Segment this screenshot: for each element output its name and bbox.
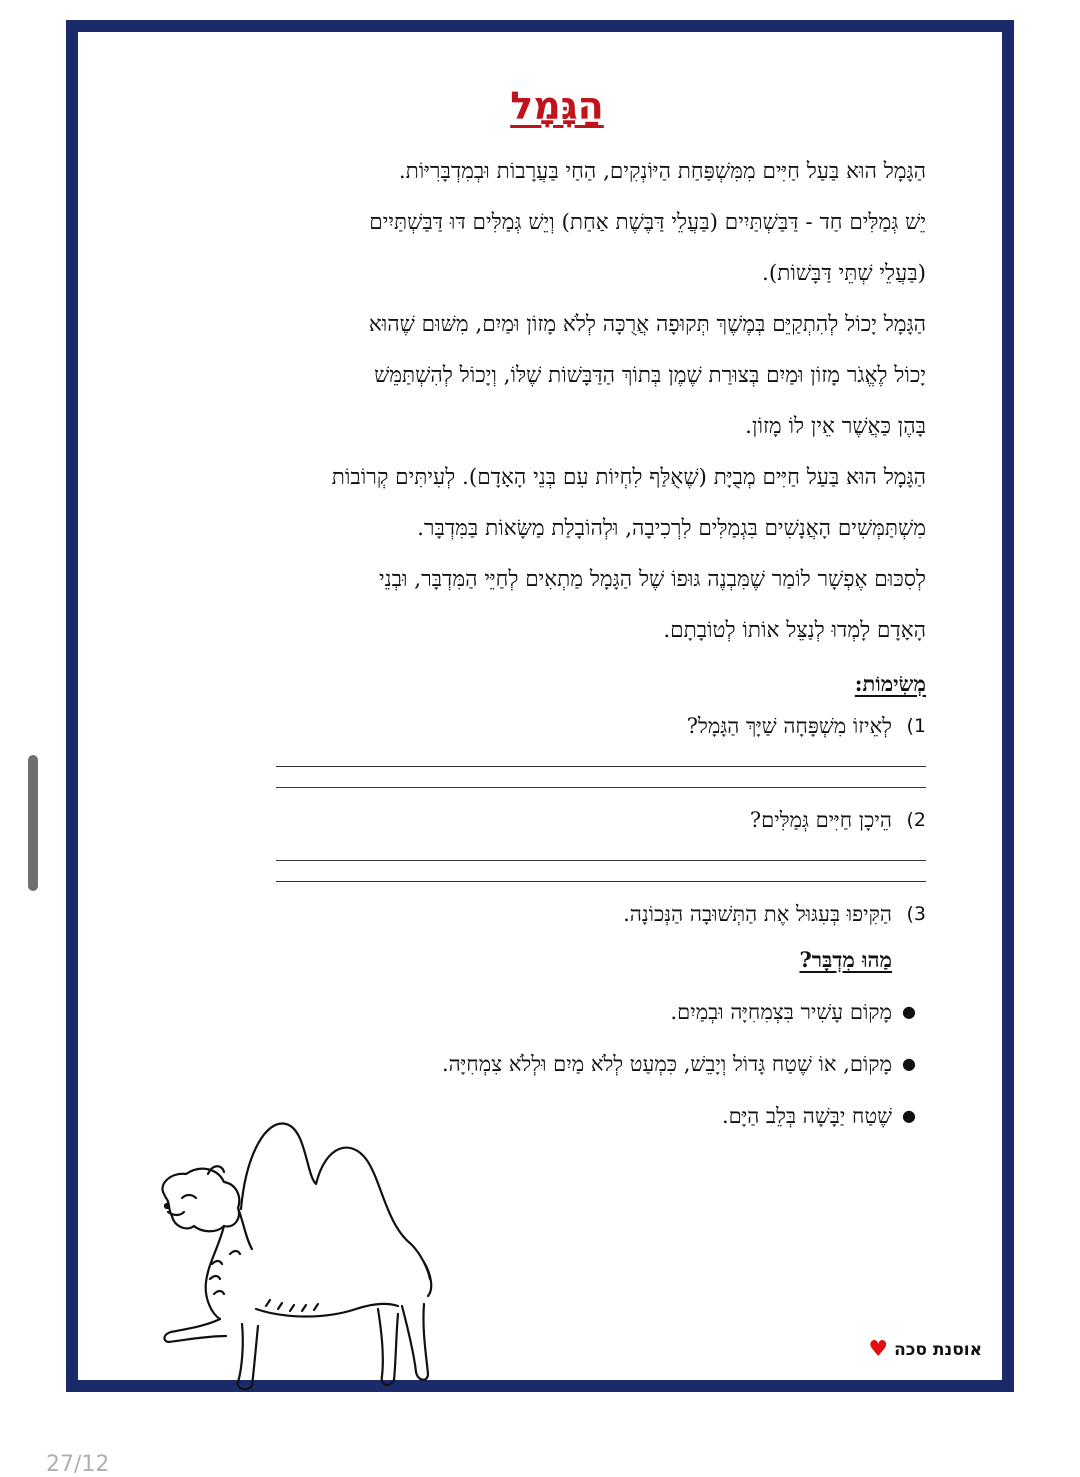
worksheet-content	[188, 84, 926, 1142]
answer-area-1[interactable]	[188, 746, 926, 788]
option-text: שֶׁטַח יַבָּשָׁה בְּלֵב הַיָּם.	[721, 1104, 892, 1128]
paragraph-line: מִשְׁתַּמְּשִׁים הָאֲנָשִׁים בִּגְמַלִּים לִרְכִיבָה, וּלְהוֹבָלַת מַשָּׂאוֹת בַּמִּדְבָּר.	[417, 516, 926, 541]
main-paragraph	[188, 146, 926, 656]
page-title: הַגָּמָל	[510, 84, 604, 128]
answer-line[interactable]	[276, 840, 926, 861]
answer-line[interactable]	[276, 861, 926, 882]
paragraph-line: בָּהֶן כַּאֲשֶׁר אֵין לוֹ מָזוֹן.	[745, 414, 926, 439]
question-text: הַקִּיפוּ בְּעִגּוּל אֶת הַתְּשׁוּבָה הַנְּכוֹנָה.	[623, 902, 892, 926]
question-number: 2)	[906, 809, 926, 831]
paragraph-line: יֵשׁ גְּמַלִּים חַד - דַּבַּשְׁתַּיִים (בַּעֲלֵי דַּבֶּשֶׁת אַחַת) וְיֵשׁ גְּמַלִּים דּוּ דַּבַּשְׁתַּיִים	[369, 210, 926, 235]
question-2	[188, 800, 926, 840]
question-text: הֵיכָן חַיִּים גְּמַלִּים?	[749, 808, 892, 832]
paragraph-line: יָכוֹל לֶאֱגֹר מָזוֹן וּמַיִם בְּצוּרַת שֶׁמֶן בְּתוֹךְ הַדַּבָּשׁוֹת שֶׁלּוֹ, וְיָכוֹל לְהִשְׁתַּמֵּשׁ	[374, 363, 926, 388]
answer-option-2[interactable]	[188, 1038, 926, 1090]
question-number: 1)	[906, 715, 926, 737]
tasks-heading: מְשִׂימוֹת:	[854, 671, 926, 696]
paragraph-line: (בַּעֲלֵי שְׁתֵּי דַּבָּשׁוֹת).	[761, 261, 926, 286]
paragraph-line: הָאָדָם לָמְדוּ לְנַצֵּל אוֹתוֹ לְטוֹבָתָם.	[663, 618, 926, 643]
bullet-icon: ●	[902, 1106, 916, 1125]
answer-line[interactable]	[276, 746, 926, 767]
camel-illustration	[146, 1114, 456, 1404]
answer-option-1[interactable]	[188, 986, 926, 1038]
answer-line[interactable]	[276, 767, 926, 788]
option-text: מָקוֹם עָשִׁיר בִּצְמִחִיָּה וּבְמַיִם.	[670, 1000, 892, 1024]
question-3	[188, 894, 926, 934]
question-3-subheading: מַהוּ מִדְבָּר?	[799, 947, 892, 972]
paragraph-line: הַגָּמָל הוּא בַּעַל חַיִּים מִמִּשְׁפַּחַת הַיּוֹנְקִים, הַחַי בַּעֲרָבוֹת וּבְמִדְבָּרִיּוֹת.	[398, 159, 926, 184]
paragraph-line: לְסִכּוּם אֶפְשָׁר לוֹמַר שֶׁמִּבְנֶה גּוּפוֹ שֶׁל הַגָּמָל מַתְאִים לְחַיֵּי הַמִּדְבָּר, וּבְנֵי	[378, 567, 926, 592]
page-indicator: 27/12	[46, 1452, 110, 1477]
question-text: לְאֵיזוֹ מִשְׁפָּחָה שַׁיָּךְ הַגָּמָל?	[686, 714, 892, 738]
option-text: מָקוֹם, אוֹ שֶׁטַח גָּדוֹל וְיָבֵשׁ, כִּמְעַט לְלֹא מַיִם וּלְלֹא צִמְחִיָּה.	[442, 1052, 892, 1076]
bullet-icon: ●	[902, 1054, 916, 1073]
heart-icon: ♥	[868, 1337, 889, 1362]
paragraph-line: הַגָּמָל הוּא בַּעַל חַיִּים מְבֻיָּת (שֶׁאֻלַּף לִחְיוֹת עִם בְּנֵי הָאָדָם). לְעִיתִּים קְרוֹבוֹת	[331, 465, 926, 490]
signature-text: אוסנת סכה	[894, 1339, 982, 1360]
paragraph-line: הַגָּמָל יָכוֹל לְהִתְקַיֵּם בְּמֶשֶׁךְ תְּקוּפָה אֲרֻכָּה לְלֹא מָזוֹן וּמַיִם, מִשּׁוּם שֶׁהוּא	[368, 312, 926, 337]
bullet-icon: ●	[902, 1002, 916, 1021]
question-number: 3)	[906, 903, 926, 925]
author-signature	[868, 1337, 982, 1362]
answer-area-2[interactable]	[188, 840, 926, 882]
question-1	[188, 706, 926, 746]
worksheet-page	[66, 20, 1014, 1392]
scrollbar[interactable]	[28, 755, 38, 891]
